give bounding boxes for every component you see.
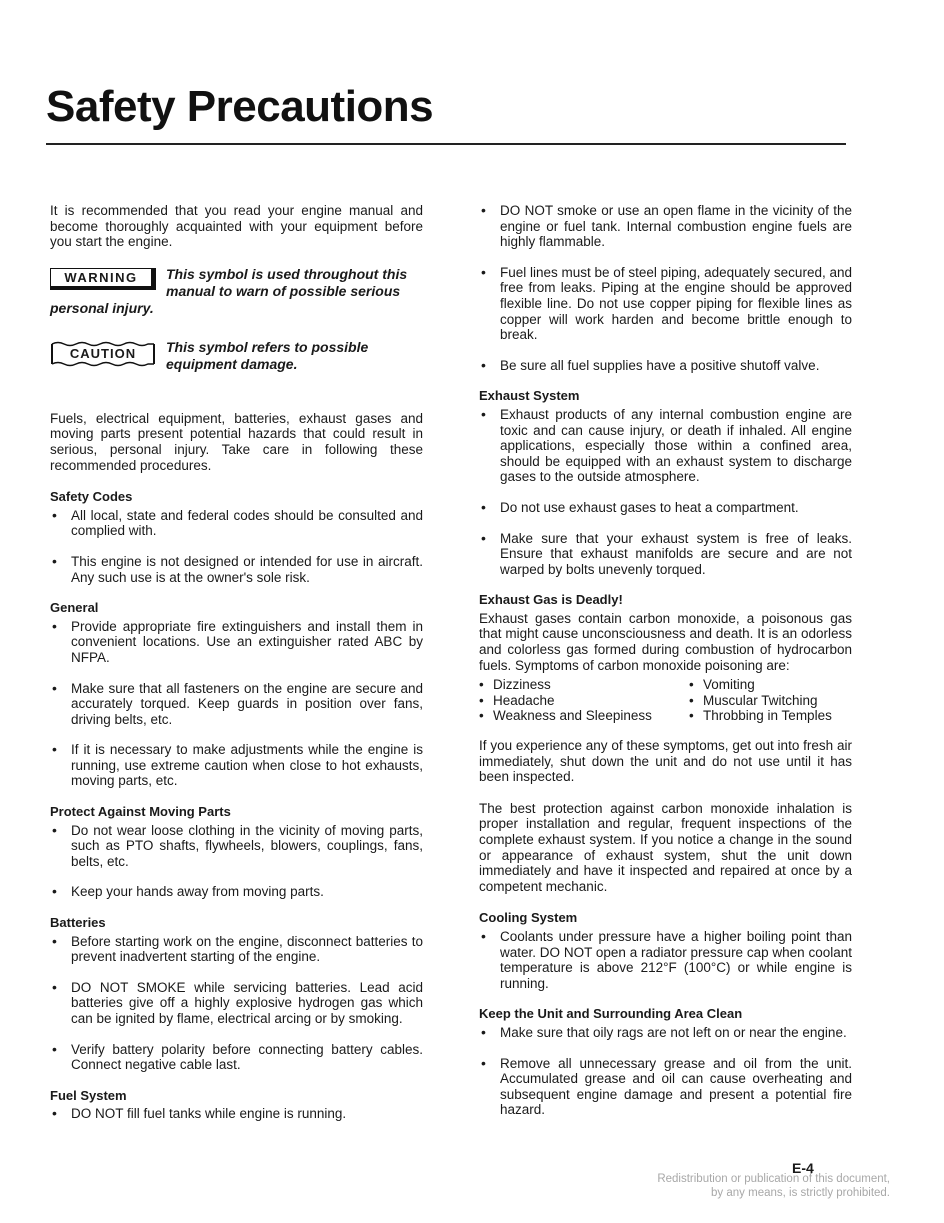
bullet-icon: •: [481, 202, 486, 218]
list-item: • Make sure that all fasteners on the engine are secure and accurately torqued. Keep guards in position over fans, driving belts, etc.: [52, 679, 423, 727]
symptoms-advice-paragraph: If you experience any of these symptoms, get out into fresh air immediately, shut down the unit and do not use until it has been inspected.: [479, 738, 852, 785]
list-item: • Do not use exhaust gases to heat a compartment.: [481, 498, 799, 515]
list-item: • Muscular Twitching: [689, 692, 818, 708]
list-item: • DO NOT smoke or use an open flame in the vicinity of the engine or fuel tank. Internal combustion engine fuels are highly flammable.: [481, 202, 852, 250]
bullet-icon: •: [479, 708, 484, 724]
heading-general: General: [50, 600, 99, 616]
bullet-icon: •: [52, 1040, 57, 1057]
caution-box-icon: [50, 341, 156, 367]
bullet-icon: •: [52, 1105, 57, 1122]
list-item: • Make sure that oily rags are not left on or near the engine.: [481, 1023, 847, 1040]
bullet-icon: •: [481, 263, 486, 280]
page-number: E-4: [792, 1160, 814, 1176]
list-item: • Before starting work on the engine, disconnect batteries to prevent inadvertent starting of the engine.: [52, 932, 423, 965]
list-item: • Exhaust products of any internal combustion engine are toxic and can cause injury, or death if inhaled. All engine applications, especially those within a confined area, should be equipped with an exhaust system to discharge gases to the outside atmosphere.: [481, 405, 852, 485]
heading-cooling-system: Cooling System: [479, 910, 578, 926]
list-item: • Keep your hands away from moving parts.: [52, 883, 324, 900]
list-item: • This engine is not designed or intended for use in aircraft. Any such use is at the owner's sole risk.: [52, 552, 423, 585]
list-item: • Headache: [479, 692, 555, 708]
list-item: • If it is necessary to make adjustments while the engine is running, use extreme caution when close to hot exhausts, moving parts, etc.: [52, 741, 423, 789]
heading-keep-clean: Keep the Unit and Surrounding Area Clean: [479, 1006, 743, 1022]
list-item: • Make sure that your exhaust system is free of leaks. Ensure that exhaust manifolds are secure and are not warped by bolts unevenly torqued.: [481, 529, 852, 577]
bullet-icon: •: [52, 506, 57, 523]
heading-exhaust-system: Exhaust System: [479, 388, 580, 404]
heading-safety-codes: Safety Codes: [50, 489, 133, 505]
list-item: • Dizziness: [479, 677, 551, 693]
title-rule: [46, 143, 846, 145]
protection-paragraph: The best protection against carbon monoxide inhalation is proper installation and regular, frequent inspections of the complete exhaust system. If you notice a change in the sound or appearance of exhaust system, shut the unit down immediately and have it inspected and repaired at once by a competent mechanic.: [479, 800, 852, 894]
list-item: • Do not wear loose clothing in the vicinity of moving parts, such as PTO shafts, flywheels, blowers, couplings, fans, belts, etc.: [52, 821, 423, 869]
warning-box-icon: WARNING: [50, 268, 156, 290]
page-title: Safety Precautions: [46, 82, 434, 131]
bullet-icon: •: [52, 821, 57, 838]
symptoms-list: [479, 677, 852, 724]
redistribution-line-1: Redistribution or publication of this document,: [657, 1173, 890, 1185]
left-column: [50, 203, 423, 1126]
bullet-icon: •: [481, 1023, 486, 1040]
list-item: • Be sure all fuel supplies have a positive shutoff valve.: [481, 356, 820, 373]
caution-symbol-note: [50, 339, 423, 373]
bullet-icon: •: [689, 677, 694, 693]
bullet-icon: •: [52, 679, 57, 696]
list-item: • Fuel lines must be of steel piping, adequately secured, and free from leaks. Piping at the engine should be approved flexible line. Do not use copper piping for flexible lines as copper will work harden and become brittle enough to break.: [481, 263, 852, 343]
list-item: • Throbbing in Temples: [689, 708, 832, 724]
caution-text: This symbol refers to possible equipment damage.: [166, 338, 369, 372]
list-item: • Weakness and Sleepiness: [479, 708, 652, 724]
right-column: [479, 203, 852, 1133]
bullet-icon: •: [481, 356, 486, 373]
caution-label: CAUTION: [69, 345, 137, 361]
list-item: • Provide appropriate fire extinguishers and install them in convenient locations. Use an extinguisher rated ABC by NFPA.: [52, 617, 423, 665]
bullet-icon: •: [481, 498, 486, 515]
list-item: • Vomiting: [689, 677, 755, 693]
bullet-icon: •: [481, 927, 486, 944]
heading-fuel-system: Fuel System: [50, 1087, 127, 1103]
bullet-icon: •: [481, 405, 486, 422]
bullet-icon: •: [52, 741, 57, 758]
bullet-icon: •: [481, 1054, 486, 1071]
warning-text: This symbol is used throughout this manual to warn of possible serious personal injury.: [50, 265, 408, 316]
list-item: • Verify battery polarity before connecting battery cables. Connect negative cable last.: [52, 1040, 423, 1073]
exhaust-gas-paragraph: Exhaust gases contain carbon monoxide, a poisonous gas that might cause unconsciousness and death. It is an odorless and colorless gas formed during combustion of hydrocarbon fuels. Symptoms of carbon monoxide poisoning are:: [479, 610, 852, 673]
list-item: • DO NOT fill fuel tanks while engine is running.: [52, 1105, 347, 1122]
bullet-icon: •: [479, 692, 484, 708]
heading-moving-parts: Protect Against Moving Parts: [50, 804, 231, 820]
bullet-icon: •: [52, 617, 57, 634]
list-item: • Coolants under pressure have a higher boiling point than water. DO NOT open a radiator pressure cap when coolant temperature is above 212°F (100°C) or while engine is running.: [481, 927, 852, 991]
redistribution-notice: [657, 1172, 890, 1200]
bullet-icon: •: [52, 978, 57, 995]
heading-exhaust-gas: Exhaust Gas is Deadly!: [479, 592, 623, 608]
warning-symbol-note: [50, 266, 423, 317]
bullet-icon: •: [52, 552, 57, 569]
bullet-icon: •: [689, 692, 694, 708]
list-item: • DO NOT SMOKE while servicing batteries. Lead acid batteries give off a highly explosive hydrogen gas which can be ignited by flame, electrical arcing or by smoking.: [52, 978, 423, 1026]
hazards-paragraph: Fuels, electrical equipment, batteries, exhaust gases and moving parts present potential hazards that could result in serious, personal injury. Take care in following these recommended procedures.: [50, 410, 423, 473]
bullet-icon: •: [479, 677, 484, 693]
bullet-icon: •: [481, 529, 486, 546]
redistribution-line-2: by any means, is strictly prohibited.: [711, 1187, 890, 1199]
intro-paragraph: It is recommended that you read your engine manual and become thoroughly acquainted with your equipment before you start the engine.: [50, 203, 423, 250]
bullet-icon: •: [52, 932, 57, 949]
list-item: • All local, state and federal codes should be consulted and complied with.: [52, 506, 423, 539]
heading-batteries: Batteries: [50, 915, 106, 931]
bullet-icon: •: [52, 883, 57, 900]
bullet-icon: •: [689, 708, 694, 724]
list-item: • Remove all unnecessary grease and oil from the unit. Accumulated grease and oil can cause overheating and subsequent engine damage and present a potential fire hazard.: [481, 1054, 852, 1118]
